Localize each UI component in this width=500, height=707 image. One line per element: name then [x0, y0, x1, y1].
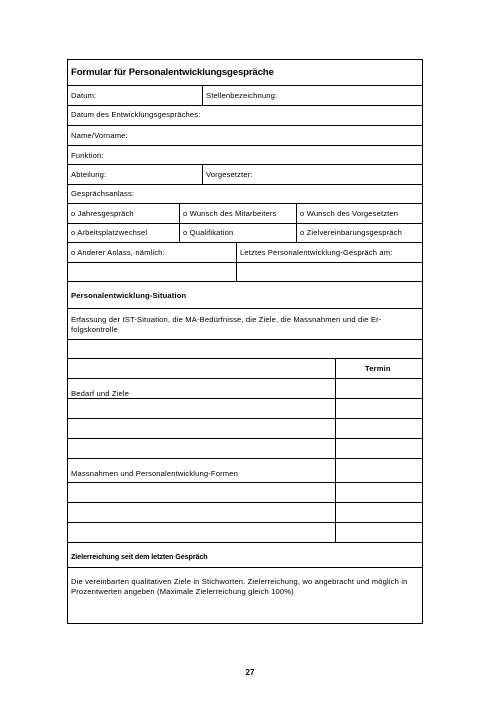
abteilung-field[interactable]	[68, 165, 203, 184]
abteilung-label: Abteilung:	[71, 170, 107, 179]
occasion-options-row-1	[68, 204, 422, 224]
needs-goals-date-1[interactable]	[336, 399, 422, 418]
occasion-options-row-2	[68, 224, 422, 243]
option-wunsch-vorgesetzter[interactable]: o Wunsch des Vorgesetzten	[300, 209, 399, 218]
measures-entry-row	[68, 523, 422, 543]
last-meeting-value[interactable]	[237, 263, 422, 281]
measures-entry-row	[68, 503, 422, 523]
goal-achievement-text-row	[68, 568, 422, 625]
name-row	[68, 126, 422, 146]
meeting-date-row	[68, 106, 422, 126]
option-qualifikation[interactable]: o Qualifikation	[180, 224, 297, 242]
department-supervisor-row	[68, 165, 422, 185]
measures-date[interactable]	[336, 459, 422, 482]
needs-goals-label: Bedarf und Ziele	[71, 389, 130, 398]
form-title: Formular für Personalentwicklungsgespräche	[71, 67, 274, 78]
situation-entry[interactable]	[68, 340, 422, 358]
needs-goals-entry-row	[68, 439, 422, 459]
name-label: Name/Vorname:	[71, 131, 128, 140]
termin-heading: Termin	[365, 364, 391, 373]
situation-heading: Personalentwicklung-Situation	[71, 291, 187, 300]
measures-date-1[interactable]	[336, 483, 422, 502]
stellenbezeichnung-label: Stellenbezeichnung:	[206, 91, 278, 100]
other-occasion-label: o Anderer Anlass, nämlich:	[71, 248, 165, 257]
termin-header-row	[68, 359, 422, 379]
needs-goals-date[interactable]	[336, 379, 422, 398]
needs-goals-entry-row	[68, 399, 422, 419]
meeting-date-label: Datum des Entwicklungsgespräches:	[71, 110, 201, 119]
needs-goals-entry-row	[68, 419, 422, 439]
name-field[interactable]	[68, 126, 422, 145]
datum-field[interactable]	[68, 86, 203, 105]
measures-entry-2[interactable]	[68, 503, 336, 522]
option-zielvereinbarung[interactable]: o Zielvereinbarungsgespräch	[300, 228, 402, 237]
situation-text-row	[68, 309, 422, 340]
measures-entry-row	[68, 483, 422, 503]
other-occasion-value-row	[68, 263, 422, 282]
occasion-label: Gesprächsanlass:	[71, 189, 135, 198]
other-occasion-field[interactable]	[68, 243, 237, 262]
function-field[interactable]	[68, 146, 422, 164]
option-wunsch-mitarbeiter[interactable]: o Wunsch des Mitarbeiters	[180, 204, 297, 223]
meeting-date-field[interactable]	[68, 106, 422, 125]
occasion-row	[68, 185, 422, 204]
needs-goals-entry-1[interactable]	[68, 399, 336, 418]
last-meeting-label: Letztes Personalentwicklung-Gespräch am:	[240, 248, 393, 257]
needs-goals-entry-3[interactable]	[68, 439, 336, 458]
option-jahresgespraech[interactable]: o Jahresgespräch	[68, 204, 180, 223]
needs-goals-date-2[interactable]	[336, 419, 422, 438]
needs-goals-row	[68, 379, 422, 399]
measures-entry-3[interactable]	[68, 523, 336, 542]
needs-goals-date-3[interactable]	[336, 439, 422, 458]
date-position-row	[68, 86, 422, 106]
goal-achievement-heading: Zielerreichung seit dem letzten Gespräch	[71, 552, 208, 561]
last-meeting-field[interactable]	[237, 243, 422, 262]
function-label: Funktion:	[71, 151, 104, 160]
needs-goals-entry-2[interactable]	[68, 419, 336, 438]
stellenbezeichnung-field[interactable]	[203, 86, 422, 105]
situation-empty-row	[68, 340, 422, 359]
measures-row	[68, 459, 422, 483]
goal-achievement-heading-row	[68, 543, 422, 568]
measures-date-3[interactable]	[336, 523, 422, 542]
measures-date-2[interactable]	[336, 503, 422, 522]
goal-achievement-entry[interactable]	[68, 568, 422, 625]
datum-label: Datum:	[71, 91, 97, 100]
page-number: 27	[245, 668, 255, 677]
other-occasion-row	[68, 243, 422, 263]
situation-heading-row	[68, 282, 422, 309]
function-row	[68, 146, 422, 165]
form-title-row	[68, 60, 422, 86]
option-arbeitsplatzwechsel[interactable]: o Arbeitsplatzwechsel	[68, 224, 180, 242]
goal-achievement-text: Die vereinbarten qualitativen Ziele in Stichworten. Zielerreichung, wo angebracht und möglich in Prozentwerten angeben (Maximale Zielerreichung gleich 100%)	[71, 577, 408, 596]
personnel-development-form	[67, 59, 423, 624]
vorgesetzter-field[interactable]	[203, 165, 422, 184]
measures-entry-1[interactable]	[68, 483, 336, 502]
vorgesetzter-label: Vorgesetzter:	[206, 170, 253, 179]
situation-text: Erfassung der IST-Situation, die MA-Bedürfnisse, die Ziele, die Massnahmen und die Er-folgskontrolle	[71, 315, 382, 334]
other-occasion-value[interactable]	[68, 263, 237, 281]
measures-label: Massnahmen und Personalentwicklung-Formen	[71, 469, 238, 478]
